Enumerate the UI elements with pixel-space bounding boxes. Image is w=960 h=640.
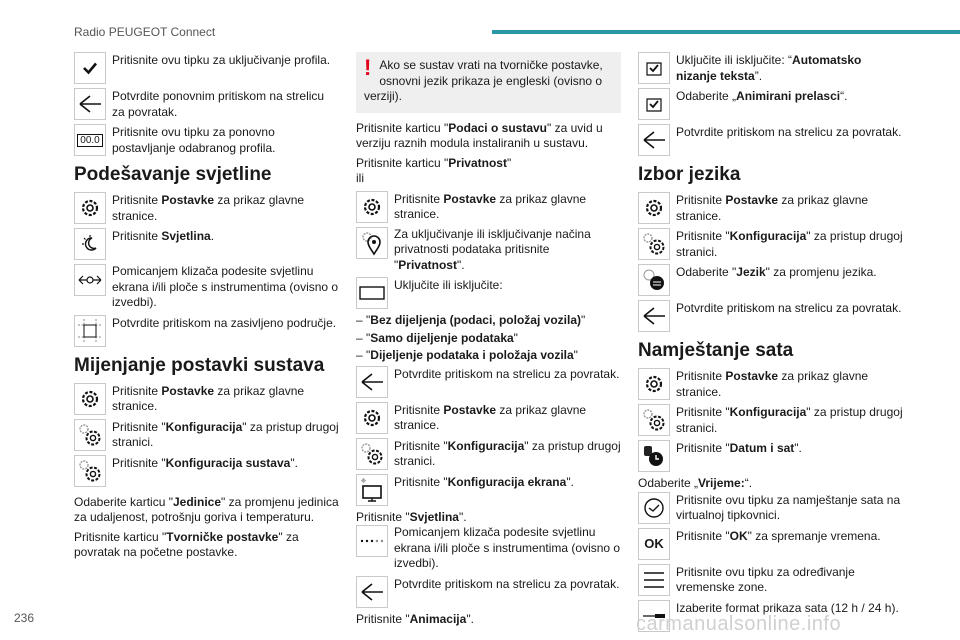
step-configuration: Pritisnite "Konfiguracija" za pristup drugoj stranici. bbox=[638, 228, 903, 260]
step-slider bbox=[74, 264, 339, 311]
step-text: Uključite ili isključite: bbox=[394, 278, 503, 292]
heading-clock: Namještanje sata bbox=[638, 340, 794, 361]
dotted-slider-icon bbox=[356, 525, 388, 557]
warning-icon: ! bbox=[364, 55, 372, 80]
step-text: Pomicanjem klizača podesite svjetlinu ekrana i/ili ploče s instrumentima (ovisno o izvedbi). bbox=[112, 264, 339, 309]
gear-icon bbox=[638, 192, 670, 224]
column-2 bbox=[356, 52, 621, 631]
paragraph-units: Odaberite karticu "Jedinice" za promjenu jedinica za udaljenost, potrošnju goriva i temperaturu. bbox=[74, 494, 339, 524]
step-configuration: Pritisnite "Konfiguracija" za pristup drugoj stranici. bbox=[356, 438, 621, 470]
step-confirm-back bbox=[74, 88, 339, 120]
gear-icon bbox=[638, 368, 670, 400]
heading-system-settings: Mijenjanje postavki sustava bbox=[74, 354, 325, 376]
double-gear-icon bbox=[356, 438, 388, 470]
step-confirm-back bbox=[638, 124, 903, 156]
gear-icon bbox=[356, 402, 388, 434]
back-arrow-icon bbox=[356, 576, 388, 608]
double-gear-icon bbox=[638, 228, 670, 260]
step-slider bbox=[356, 525, 621, 572]
step-text: Potvrdite pritiskom na strelicu za povratak. bbox=[394, 576, 620, 591]
grey-area-icon bbox=[74, 315, 106, 347]
heading-language: Izbor jezika bbox=[638, 164, 741, 185]
step-date-time: Pritisnite "Datum i sat". bbox=[638, 440, 903, 472]
paragraph-privacy: Pritisnite karticu "Privatnost" bbox=[356, 155, 512, 170]
gear-icon bbox=[74, 192, 106, 224]
double-gear-icon bbox=[74, 419, 106, 451]
step-text: Potvrdite ponovnim pritiskom na strelicu za povratak. bbox=[112, 89, 325, 119]
toggle-box-icon bbox=[356, 277, 388, 309]
paragraph-animation: Pritisnite "Animacija". bbox=[356, 611, 474, 626]
clock-check-icon bbox=[638, 492, 670, 524]
step-settings: Pritisnite Postavke za prikaz glavne stranice. bbox=[356, 191, 621, 223]
step-toggle bbox=[356, 277, 621, 309]
list-icon bbox=[638, 564, 670, 596]
step-text: Pomicanjem klizača podesite svjetlinu ekrana i/ili ploče s instrumentima (ovisno o izvedbi). bbox=[394, 525, 621, 570]
clock-icon bbox=[638, 440, 670, 472]
header-title: Radio PEUGEOT Connect bbox=[74, 25, 216, 39]
page-number: 236 bbox=[14, 611, 35, 625]
step-profile-reset bbox=[74, 124, 339, 156]
back-arrow-icon bbox=[638, 124, 670, 156]
column-1 bbox=[74, 52, 339, 565]
checkmark-icon bbox=[74, 52, 106, 84]
language-flag-icon bbox=[638, 264, 670, 296]
step-virtual-keyboard bbox=[638, 492, 903, 524]
warning-note: ! Ako se sustav vrati na tvorničke postavke, osnovni jezik prikaza je engleski (ovisno o verziji). bbox=[356, 52, 621, 113]
slider-icon bbox=[74, 264, 106, 296]
back-arrow-icon bbox=[638, 300, 670, 332]
paragraph-system-info: Pritisnite karticu "Podaci o sustavu" za uvid u verziju raznih modula instaliranih u sustavu. bbox=[356, 120, 603, 150]
option-item: – "Bez dijeljenja (podaci, položaj vozila)" bbox=[356, 313, 586, 327]
step-auto-scroll: Uključite ili isključite: “Automatsko nizanje teksta”. bbox=[638, 52, 903, 84]
step-grey-area bbox=[74, 315, 339, 347]
screen-icon bbox=[356, 474, 388, 506]
reset-counter-icon: 00.0 bbox=[74, 124, 106, 156]
step-screen-configuration: Pritisnite "Konfiguracija ekrana". bbox=[356, 474, 621, 506]
double-gear-icon bbox=[74, 455, 106, 487]
step-text: Potvrdite pritiskom na strelicu za povratak. bbox=[676, 301, 902, 315]
paragraph-or: ili bbox=[356, 171, 364, 185]
heading-brightness: Podešavanje svjetline bbox=[74, 164, 272, 185]
paragraph-factory: Pritisnite karticu "Tvorničke postavke" za povratak na početne postavke. bbox=[74, 529, 299, 559]
step-profile-enable bbox=[74, 52, 339, 84]
step-brightness: Pritisnite Svjetlina. bbox=[74, 228, 339, 260]
step-text: Pritisnite ovu tipku za namještanje sata na virtualnoj tipkovnici. bbox=[676, 492, 901, 522]
step-configuration: Pritisnite "Konfiguracija" za pristup drugoj stranici. bbox=[74, 419, 339, 451]
step-time-zone bbox=[638, 564, 903, 596]
step-privacy-mode: Za uključivanje ili isključivanje načina privatnosti podataka pritisnite "Privatnost". bbox=[356, 227, 621, 274]
step-language: Odaberite "Jezik" za promjenu jezika. bbox=[638, 264, 903, 296]
double-gear-icon bbox=[638, 404, 670, 436]
step-text: Potvrdite pritiskom na strelicu za povratak. bbox=[394, 366, 620, 381]
step-settings: Pritisnite Postavke za prikaz glavne stranice. bbox=[638, 192, 903, 224]
step-text: Potvrdite pritiskom na zasivljeno područje. bbox=[112, 315, 337, 330]
step-text: Potvrdite pritiskom na strelicu za povratak. bbox=[676, 125, 902, 139]
step-confirm-back bbox=[356, 366, 621, 398]
step-text: Pritisnite ovu tipku za određivanje vremenske zone. bbox=[676, 564, 855, 594]
checkbox-icon bbox=[638, 52, 670, 84]
option-item: – "Samo dijeljenje podataka" bbox=[356, 330, 518, 345]
paragraph-brightness: Pritisnite "Svjetlina". bbox=[356, 509, 467, 524]
gear-icon bbox=[74, 383, 106, 415]
option-item: – "Dijeljenje podataka i položaja vozila" bbox=[356, 348, 578, 362]
step-configuration: Pritisnite "Konfiguracija" za pristup drugoj stranici. bbox=[638, 404, 903, 436]
column-3 bbox=[638, 52, 903, 636]
step-confirm-back bbox=[638, 300, 903, 332]
step-settings: Pritisnite Postavke za prikaz glavne stranice. bbox=[74, 383, 339, 415]
back-arrow-icon bbox=[356, 366, 388, 398]
step-ok: OK Pritisnite "OK" za spremanje vremena. bbox=[638, 528, 903, 560]
step-animated-transitions: Odaberite „Animirani prelasci“. bbox=[638, 88, 903, 120]
checkbox-icon bbox=[638, 88, 670, 120]
step-settings: Pritisnite Postavke za prikaz glavne stranice. bbox=[638, 368, 903, 400]
watermark: carmanualsonline.info bbox=[636, 613, 842, 635]
header-bar bbox=[492, 30, 960, 34]
step-text: Pritisnite ovu tipku za uključivanje profila. bbox=[112, 53, 331, 67]
ok-button-icon: OK bbox=[638, 528, 670, 560]
back-arrow-icon bbox=[74, 88, 106, 120]
step-text: Pritisnite ovu tipku za ponovno postavljanje odabranog profila. bbox=[112, 125, 276, 155]
step-settings: Pritisnite Postavke za prikaz glavne stranice. bbox=[74, 192, 339, 224]
gear-icon bbox=[356, 191, 388, 223]
brightness-moon-icon bbox=[74, 228, 106, 260]
step-settings: Pritisnite Postavke za prikaz glavne stranice. bbox=[356, 402, 621, 434]
paragraph-time: Odaberite „Vrijeme:“. bbox=[638, 476, 753, 490]
step-system-configuration: Pritisnite "Konfiguracija sustava". bbox=[74, 455, 339, 487]
location-privacy-icon bbox=[356, 227, 388, 259]
step-text: Izaberite format prikaza sata (12 h / 24 h). bbox=[676, 600, 899, 615]
step-confirm-back bbox=[356, 576, 621, 608]
